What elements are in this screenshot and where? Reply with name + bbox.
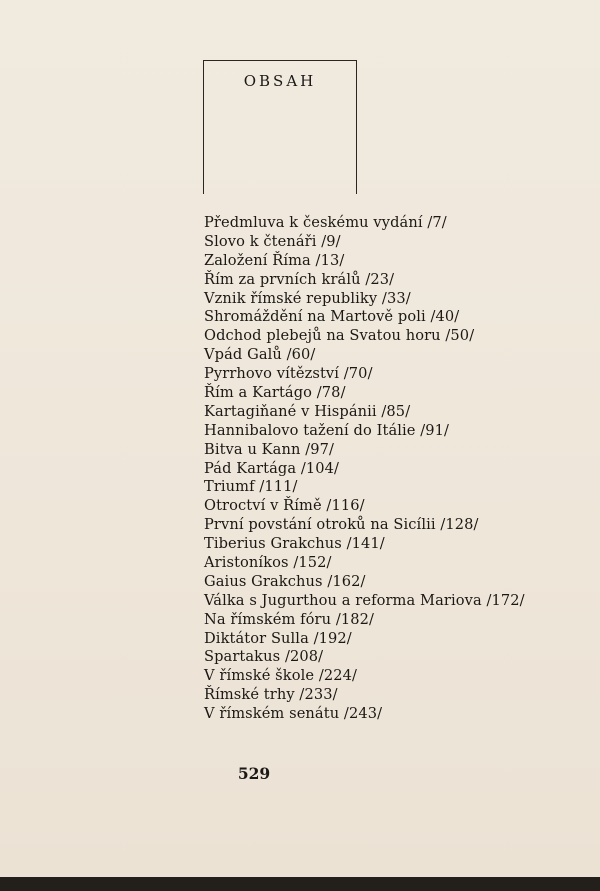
table-of-contents: [204, 214, 525, 724]
toc-entry: Pyrrhovo vítězství /70/: [204, 365, 373, 383]
toc-entry: V římské škole /224/: [204, 667, 358, 685]
toc-entry: Diktátor Sulla /192/: [204, 629, 352, 647]
toc-entry: Založení Říma /13/: [204, 251, 345, 269]
toc-entry: První povstání otroků na Sicílii /128/: [204, 516, 479, 534]
toc-entry: Vznik římské republiky /33/: [204, 289, 411, 307]
toc-entry: Válka s Jugurthou a reforma Mariova /172/: [204, 591, 525, 609]
toc-entry: Slovo k čtenáři /9/: [204, 232, 341, 250]
toc-entry: Pád Kartága /104/: [204, 459, 340, 477]
toc-entry: Hannibalovo tažení do Itálie /91/: [204, 421, 450, 439]
toc-entry: Tiberius Grakchus /141/: [204, 535, 385, 553]
toc-entry: Bitva u Kann /97/: [204, 440, 335, 458]
toc-entry: Na římském fóru /182/: [204, 610, 375, 628]
page-number: 529: [237, 764, 271, 783]
toc-entry: V římském senátu /243/: [204, 705, 383, 723]
toc-entry: Spartakus /208/: [204, 648, 324, 666]
toc-entry: Gaius Grakchus /162/: [204, 572, 366, 590]
toc-entry: Předmluva k českému vydání /7/: [204, 214, 447, 231]
toc-entry: Triumf /111/: [204, 478, 298, 496]
heading-frame: [203, 60, 357, 194]
toc-entry: Odchod plebejů na Svatou horu /50/: [204, 327, 475, 345]
page-edge-shadow: [0, 877, 600, 891]
toc-entry: Vpád Galů /60/: [204, 346, 316, 364]
toc-entry: Shromáždění na Martově poli /40/: [204, 308, 460, 326]
toc-entry: Římské trhy /233/: [204, 686, 338, 704]
toc-entry: Řím za prvních králů /23/: [204, 270, 395, 288]
toc-entry: Řím a Kartágo /78/: [204, 384, 346, 402]
toc-entry: Kartagiňané v Hispánii /85/: [204, 402, 411, 420]
toc-entry: Otroctví v Římě /116/: [204, 497, 365, 515]
page-heading: OBSAH: [243, 72, 317, 90]
toc-entry: Aristoníkos /152/: [204, 554, 332, 572]
